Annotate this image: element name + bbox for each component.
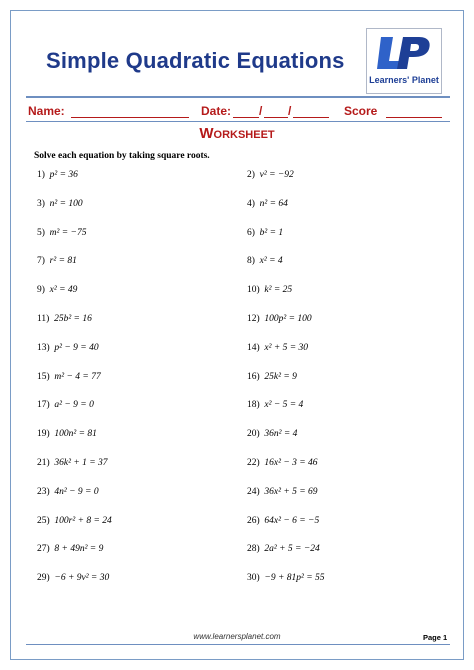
question-item: [37, 199, 83, 209]
question-item: [247, 228, 283, 238]
question-number: 28): [247, 544, 260, 555]
question-equation: x² = 4: [259, 256, 283, 267]
question-item: [247, 343, 308, 353]
question-equation: v² = −92: [259, 170, 294, 180]
question-equation: m² − 4 = 77: [54, 371, 101, 382]
question-number: 22): [247, 458, 260, 468]
question-number: 15): [37, 371, 50, 382]
question-number: 11): [37, 314, 50, 324]
question-equation: x² − 5 = 4: [264, 400, 304, 411]
question-equation: −6 + 9v² = 30: [54, 573, 110, 584]
question-equation: p² = 36: [49, 170, 78, 180]
question-number: 25): [37, 515, 50, 526]
question-item: [247, 314, 312, 324]
header-top-rule: [26, 96, 450, 98]
question-item: [37, 573, 109, 583]
question-number: 14): [247, 342, 260, 353]
question-number: 27): [37, 544, 50, 555]
logo-text: Learners' Planet: [369, 75, 439, 85]
question-equation: a² − 9 = 0: [54, 400, 94, 411]
question-number: 10): [247, 285, 260, 296]
question-item: [37, 228, 86, 238]
question-item: [247, 400, 303, 410]
question-item: [37, 372, 101, 382]
question-item: [37, 429, 97, 439]
question-item: [37, 400, 94, 410]
question-equation: 4n² − 9 = 0: [54, 486, 99, 497]
question-number: 18): [247, 400, 260, 411]
question-item: [37, 314, 92, 324]
question-number: 20): [247, 429, 260, 440]
question-number: 8): [247, 256, 255, 267]
footer-rule: [26, 644, 450, 645]
question-item: [37, 343, 99, 353]
question-item: [37, 256, 77, 266]
question-equation: r² = 81: [49, 256, 77, 267]
question-item: [247, 544, 320, 554]
question-equation: 16x² − 3 = 46: [264, 458, 318, 468]
date-blank-day: [233, 117, 259, 118]
question-item: [247, 487, 318, 497]
question-equation: b² = 1: [259, 227, 284, 238]
score-blank: [386, 117, 442, 118]
date-blank-month: [264, 117, 288, 118]
question-equation: x² = 49: [49, 285, 78, 296]
worksheet-heading: Worksheet: [199, 125, 275, 142]
question-equation: −9 + 81p² = 55: [264, 573, 325, 584]
date-label: Date:: [201, 104, 232, 118]
question-number: 7): [37, 256, 45, 267]
question-number: 19): [37, 429, 50, 440]
lp-logo-icon: [375, 33, 433, 73]
question-number: 24): [247, 486, 260, 497]
question-item: [37, 516, 112, 526]
score-label: Score: [344, 104, 378, 118]
header-bottom-rule: [26, 121, 450, 122]
question-equation: 100n² = 81: [54, 429, 97, 440]
question-equation: 64x² − 6 = −5: [264, 515, 320, 526]
date-separator: /: [259, 104, 263, 118]
question-equation: 100p² = 100: [264, 314, 312, 324]
footer-url: www.learnersplanet.com: [193, 632, 281, 641]
question-number: 26): [247, 515, 260, 526]
question-equation: 36x² + 5 = 69: [264, 486, 318, 497]
question-item: [37, 285, 77, 295]
question-item: [247, 199, 288, 209]
question-equation: 36k² + 1 = 37: [54, 458, 108, 468]
page-number: Page 1: [423, 633, 448, 642]
question-number: 30): [247, 573, 260, 584]
question-number: 21): [37, 458, 50, 468]
question-number: 9): [37, 285, 45, 296]
question-equation: k² = 25: [264, 285, 293, 296]
question-item: [247, 372, 297, 382]
question-number: 29): [37, 573, 50, 584]
question-item: [37, 458, 108, 468]
question-number: 6): [247, 227, 255, 238]
question-item: [247, 285, 292, 295]
question-equation: p² − 9 = 40: [54, 342, 99, 353]
question-equation: n² = 64: [259, 198, 288, 209]
question-number: 1): [37, 170, 45, 180]
question-equation: 2a² + 5 = −24: [264, 544, 320, 555]
question-number: 17): [37, 400, 50, 411]
question-item: [247, 573, 325, 583]
question-item: [247, 429, 297, 439]
date-blank-year: [293, 117, 329, 118]
instructions: Solve each equation by taking square roots.: [34, 151, 210, 161]
question-equation: 100r² + 8 = 24: [54, 515, 112, 526]
question-equation: n² = 100: [49, 198, 83, 209]
learners-planet-logo: [366, 28, 442, 94]
question-equation: 8 + 49n² = 9: [54, 544, 104, 555]
question-equation: 25k² = 9: [264, 371, 297, 382]
question-item: [37, 170, 78, 180]
question-number: 16): [247, 371, 260, 382]
question-equation: 36n² = 4: [264, 429, 298, 440]
question-number: 2): [247, 170, 255, 180]
date-separator: /: [288, 104, 292, 118]
question-item: [37, 544, 103, 554]
question-number: 13): [37, 342, 50, 353]
question-number: 3): [37, 198, 45, 209]
question-equation: x² + 5 = 30: [264, 342, 309, 353]
question-number: 12): [247, 314, 260, 324]
question-equation: m² = −75: [49, 227, 87, 238]
page-title: Simple Quadratic Equations: [46, 48, 345, 73]
question-number: 5): [37, 227, 45, 238]
name-label: Name:: [28, 104, 65, 118]
page-border: [10, 10, 464, 660]
name-blank: [71, 117, 189, 118]
question-equation: 25b² = 16: [54, 314, 92, 324]
question-item: [247, 256, 283, 266]
question-item: [37, 487, 99, 497]
question-item: [247, 170, 294, 180]
question-number: 4): [247, 198, 255, 209]
question-item: [247, 516, 319, 526]
question-number: 23): [37, 486, 50, 497]
question-item: [247, 458, 318, 468]
